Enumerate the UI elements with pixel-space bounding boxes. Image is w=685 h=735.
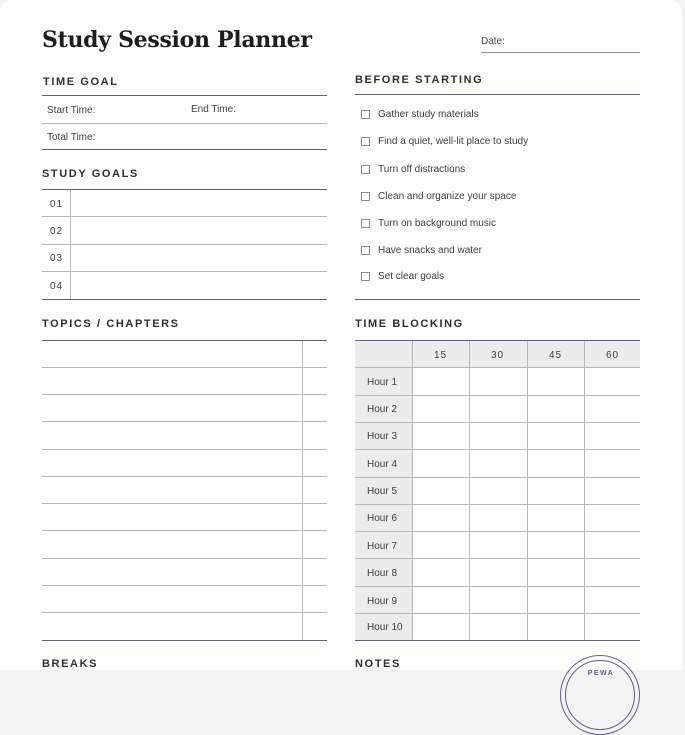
checkbox-icon[interactable]: [361, 219, 370, 228]
time-goal-heading: TIME GOAL: [43, 76, 119, 88]
time-blocking-row-line: [355, 531, 640, 532]
before-starting-top-rule: [355, 94, 640, 95]
time-blocking-column-divider: [469, 341, 470, 640]
topics-row-line[interactable]: [42, 367, 327, 368]
before-starting-bottom-rule: [355, 299, 640, 300]
topics-row-line[interactable]: [42, 394, 327, 395]
hour-label: Hour 7: [367, 541, 398, 552]
topics-row-line[interactable]: [42, 449, 327, 450]
total-time-label: Total Time:: [47, 132, 96, 143]
time-blocking-row-line: [355, 422, 640, 423]
topics-row-line[interactable]: [42, 558, 327, 559]
hour-label: Hour 1: [367, 377, 398, 388]
topics-row-line[interactable]: [42, 503, 327, 504]
checklist-item[interactable]: [361, 191, 516, 202]
topics-column-divider: [302, 341, 303, 640]
study-goals-top-rule: [42, 189, 327, 190]
brand-stamp-logo: [560, 655, 640, 735]
time-blocking-heading: TIME BLOCKING: [355, 318, 464, 330]
start-time-label: Start Time:: [47, 105, 96, 116]
end-time-label: End Time:: [191, 104, 237, 115]
notes-heading: NOTES: [355, 658, 401, 670]
brand-stamp-text: PEWA: [587, 670, 615, 677]
checklist-item[interactable]: [361, 218, 496, 229]
hour-label: Hour 8: [367, 568, 398, 579]
checklist-item[interactable]: [361, 245, 482, 256]
time-blocking-column-divider: [527, 341, 528, 640]
time-blocking-row-line: [355, 477, 640, 478]
checklist-item-label: Clean and organize your space: [378, 191, 517, 202]
minute-header: 45: [548, 350, 563, 361]
time-blocking-row-line: [355, 586, 640, 587]
checklist-item-label: Turn on background music: [378, 218, 497, 229]
topics-row-line[interactable]: [42, 421, 327, 422]
topics-heading: TOPICS / CHAPTERS: [42, 318, 180, 330]
topics-row-line[interactable]: [42, 612, 327, 613]
study-goal-row-divider: [42, 244, 327, 245]
topics-row-line[interactable]: [42, 476, 327, 477]
hour-label: Hour 10: [367, 622, 403, 633]
time-blocking-row-line: [355, 558, 640, 559]
time-blocking-column-divider: [412, 341, 413, 640]
study-goal-number: 04: [50, 281, 64, 292]
checklist-item-label: Find a quiet, well-lit place to study: [378, 136, 529, 147]
breaks-heading: BREAKS: [42, 658, 99, 670]
minute-header: 15: [433, 350, 448, 361]
brand-stamp-inner-ring: [565, 660, 635, 730]
hour-label: Hour 4: [367, 459, 398, 470]
time-goal-top-rule: [42, 95, 327, 96]
checklist-item[interactable]: [361, 136, 528, 147]
checklist-item-label: Turn off distractions: [378, 164, 466, 175]
hour-label: Hour 6: [367, 513, 398, 524]
topics-top-rule: [42, 340, 327, 341]
time-blocking-bottom-rule: [355, 640, 640, 641]
time-goal-bottom-rule: [42, 149, 327, 150]
date-field[interactable]: [481, 36, 640, 53]
topics-bottom-rule: [42, 640, 327, 641]
time-blocking-column-divider: [584, 341, 585, 640]
study-goal-number: 01: [50, 199, 64, 210]
time-blocking-row-line: [355, 504, 640, 505]
study-goals-heading: STUDY GOALS: [42, 168, 139, 180]
topics-row-line[interactable]: [42, 585, 327, 586]
checklist-item[interactable]: [361, 109, 479, 120]
checkbox-icon[interactable]: [361, 165, 370, 174]
hour-label: Hour 9: [367, 596, 398, 607]
checkbox-icon[interactable]: [361, 192, 370, 201]
time-blocking-row-line: [355, 395, 640, 396]
checklist-item[interactable]: [361, 164, 465, 175]
hour-label: Hour 3: [367, 431, 398, 442]
date-label: Date:: [481, 36, 505, 47]
checkbox-icon[interactable]: [361, 137, 370, 146]
time-blocking-row-line: [355, 449, 640, 450]
time-goal-divider: [42, 123, 327, 124]
minute-header: 60: [605, 350, 620, 361]
before-starting-heading: BEFORE STARTING: [355, 74, 484, 86]
study-goal-number: 03: [50, 253, 64, 264]
checklist-item[interactable]: [361, 271, 444, 282]
hour-label: Hour 2: [367, 404, 398, 415]
study-goal-number: 02: [50, 226, 64, 237]
checkbox-icon[interactable]: [361, 246, 370, 255]
hour-label: Hour 5: [367, 486, 398, 497]
page-title: Study Session Planner: [42, 27, 312, 53]
topics-row-line[interactable]: [42, 530, 327, 531]
checkbox-icon[interactable]: [361, 272, 370, 281]
study-goal-row-divider: [42, 271, 327, 272]
time-blocking-row-line: [355, 613, 640, 614]
study-goals-bottom-rule: [42, 299, 327, 300]
minute-header: 30: [490, 350, 505, 361]
study-goal-row-divider: [42, 216, 327, 217]
checkbox-icon[interactable]: [361, 110, 370, 119]
time-blocking-row-line: [355, 367, 640, 368]
checklist-item-label: Set clear goals: [378, 271, 445, 282]
checklist-item-label: Gather study materials: [378, 109, 479, 120]
checklist-item-label: Have snacks and water: [378, 245, 482, 256]
